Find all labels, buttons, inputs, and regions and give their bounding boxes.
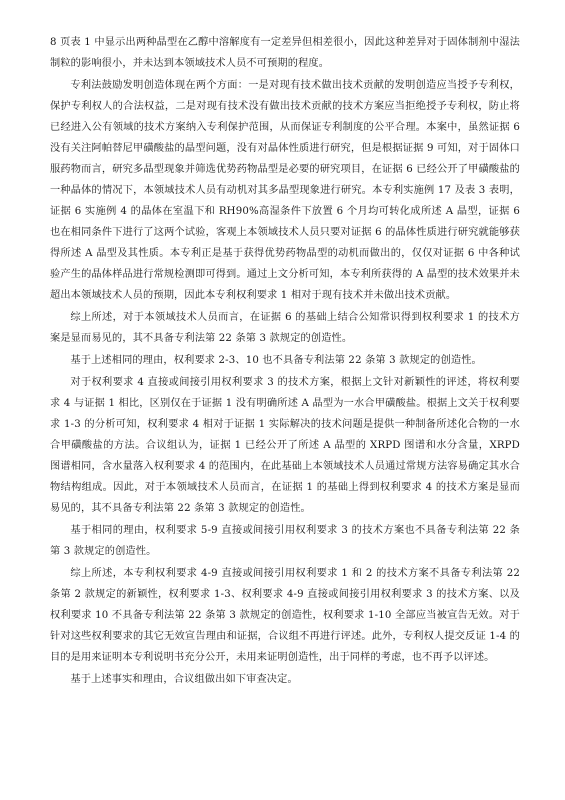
- paragraph-claims-5-9: 基于相同的理由，权利要求 5-9 直接或间接引用权利要求 3 的技术方案也不具备专利法第 22 条第 3 款规定的创造性。: [50, 525, 520, 557]
- paragraph-patent-law-purpose: 专利法鼓励发明创造体现在两个方面：一是对现有技术做出技术贡献的发明创造应当授予专利权，保护专利权人的合法权益，二是对现有技术没有做出技术贡献的技术方案应当拒绝授予专利权，防止将已经进入公有领域的技术方案纳入专利保护范围，从而保证专利制度的公平合理。本案中，虽然证据 6 没有关注阿帕替尼甲磺酸盐的晶型问题，没有对晶体性质进行研究，但是根据证据 9 可知，对于固体口服药物而言，研究多晶型现象并筛选优势药物晶型是必要的研究项目，在证据 6 已经公开了甲磺酸盐的一种晶体的情况下，本领域技术人员有动机对其多晶型现象进行研究。本专利实施例 17 及表 3 表明，证据 6 实施例 4 的晶体在室温下和 RH90%高湿条件下放置 6 个月均可转化成所述 A 晶型，证据 6 也在相同条件下进行了这两个试验，客观上本领域技术人员只要对证据 6 的晶体性质进行研究就能够获得所述 A 晶型及其性质。本专利正是基于获得优势药物晶型的动机而做出的，仅仅对证据 6 中各种试验产生的晶体样品进行常规检测即可得到。通过上文分析可知，本专利所获得的 A 晶型的技术效果并未超出本领域技术人员的预期，因此本专利权利要求 1 相对于现有技术并未做出技术贡献。: [50, 80, 520, 301]
- paragraph-claims-2-3-10: 基于上述相同的理由，权利要求 2-3、10 也不具备专利法第 22 条第 3 款规定的创造性。: [70, 355, 482, 366]
- paragraph-continuation: 8 页表 1 中显示出两种晶型在乙醇中溶解度有一定差异但相差很小，因此这种差异对于固体制剂中湿法制粒的影响很小，并未达到本领域技术人员不可预期的程度。: [50, 37, 520, 69]
- paragraph-overall-conclusion: 综上所述，本专利权利要求 4-9 直接或间接引用权利要求 1 和 2 的技术方案不具备专利法第 22 条第 2 款规定的新颖性，权利要求 1-3、权利要求 4-9 直接或间接引用权利要求 3 的技术方案、以及权利要求 10 不具备专利法第 22 条第 3 款规定的创造性，权利要求 1-10 全部应当被宣告无效。对于针对这些权利要求的其它无效宣告理由和证据，合议组不再进行评述。此外，专利权人提交反证 1-4 的目的是用来证明本专利说明书充分公开，未用来证明创造性，出于同样的考虑，也不再予以评述。: [50, 568, 520, 663]
- paragraph-claim4-analysis: 对于权利要求 4 直接或间接引用权利要求 3 的技术方案，根据上文针对新颖性的评述，将权利要求 4 与证据 1 相比，区别仅在于证据 1 没有明确所述 A 晶型为一水合甲磺酸盐。根据上文关于权利要求 1-3 的分析可知，权利要求 4 相对于证据 1 实际解决的技术问题是提供一种制备所述化合物的一水合甲磺酸盐的方法。合议组认为，证据 1 已经公开了所述 A 晶型的 XRPD 图谱和水分含量，XRPD 图谱相同，含水量落入权利要求 4 的范围内，在此基础上本领域技术人员通过常规方法容易确定其水合物结构组成。因此，对于本领域技术人员而言，在证据 1 的基础上得到权利要求 4 的技术方案是显而易见的，其不具备专利法第 22 条第 3 款规定的创造性。: [50, 377, 520, 514]
- paragraph-decision-intro: 基于上述事实和理由，合议组做出如下审查决定。: [70, 674, 298, 685]
- paragraph-claim1-conclusion: 综上所述，对于本领域技术人员而言，在证据 6 的基础上结合公知常识得到权利要求 1 的技术方案是显而易见的，其不具备专利法第 22 条第 3 款规定的创造性。: [50, 312, 520, 344]
- document-page: [50, 32, 520, 691]
